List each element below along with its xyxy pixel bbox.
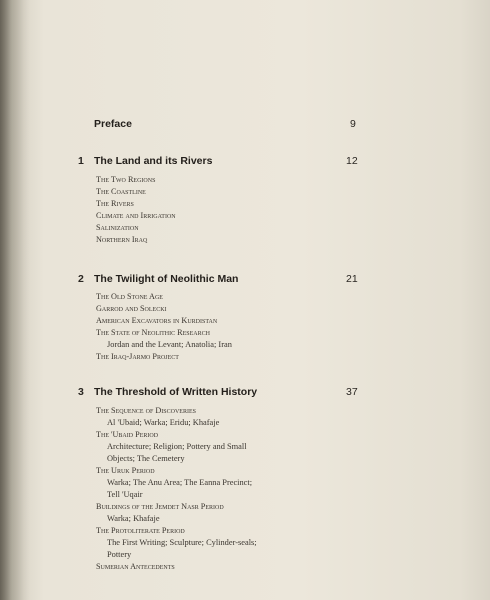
section-line: Buildings of the Jemdet Nasr Period	[96, 502, 224, 511]
section-line: The Old Stone Age	[96, 292, 163, 301]
section-line: The State of Neolithic Research	[96, 328, 210, 337]
section-line: Garrod and Solecki	[96, 304, 167, 313]
section-subline: Tell 'Uqair	[107, 490, 143, 499]
chapter-number: 3	[78, 386, 84, 398]
section-subline: Jordan and the Levant; Anatolia; Iran	[107, 340, 232, 349]
section-line: Salinization	[96, 223, 139, 232]
chapter-page: 21	[346, 273, 358, 285]
section-line: The Two Regions	[96, 175, 156, 184]
section-subline: Warka; The Anu Area; The Eanna Precinct;	[107, 478, 253, 487]
section-line: The 'Ubaid Period	[96, 430, 159, 439]
chapter-page: 37	[346, 386, 358, 398]
section-line: The Protoliterate Period	[96, 526, 185, 535]
section-line: Sumerian Antecedents	[96, 562, 175, 571]
toc-chapter-3	[0, 386, 490, 402]
chapter-title: The Twilight of Neolithic Man	[94, 273, 239, 285]
preface-page: 9	[350, 118, 356, 130]
section-line: The Uruk Period	[96, 466, 155, 475]
section-subline: Al 'Ubaid; Warka; Eridu; Khafaje	[107, 418, 220, 427]
chapter-number: 2	[78, 273, 84, 285]
section-subline: The First Writing; Sculpture; Cylinder-seals;	[107, 538, 257, 547]
section-line: The Sequence of Discoveries	[96, 406, 196, 415]
chapter-number: 1	[78, 155, 84, 167]
section-subline: Objects; The Cemetery	[107, 454, 185, 463]
section-line: Northern Iraq	[96, 235, 148, 244]
section-subline: Pottery	[107, 550, 132, 559]
preface-title: Preface	[94, 118, 132, 130]
section-line: American Excavators in Kurdistan	[96, 316, 218, 325]
toc-entry-preface	[0, 118, 490, 134]
toc-chapter-2	[0, 273, 490, 289]
chapter-title: The Land and its Rivers	[94, 155, 213, 167]
section-line: Climate and Irrigation	[96, 211, 176, 220]
chapter-page: 12	[346, 155, 358, 167]
section-subline: Warka; Khafaje	[107, 514, 160, 523]
toc-chapter-1	[0, 155, 490, 171]
section-subline: Architecture; Religion; Pottery and Small	[107, 442, 247, 451]
section-line: The Coastline	[96, 187, 146, 196]
section-line: The Rivers	[96, 199, 134, 208]
section-line: The Iraq-Jarmo Project	[96, 352, 179, 361]
chapter-title: The Threshold of Written History	[94, 386, 258, 398]
